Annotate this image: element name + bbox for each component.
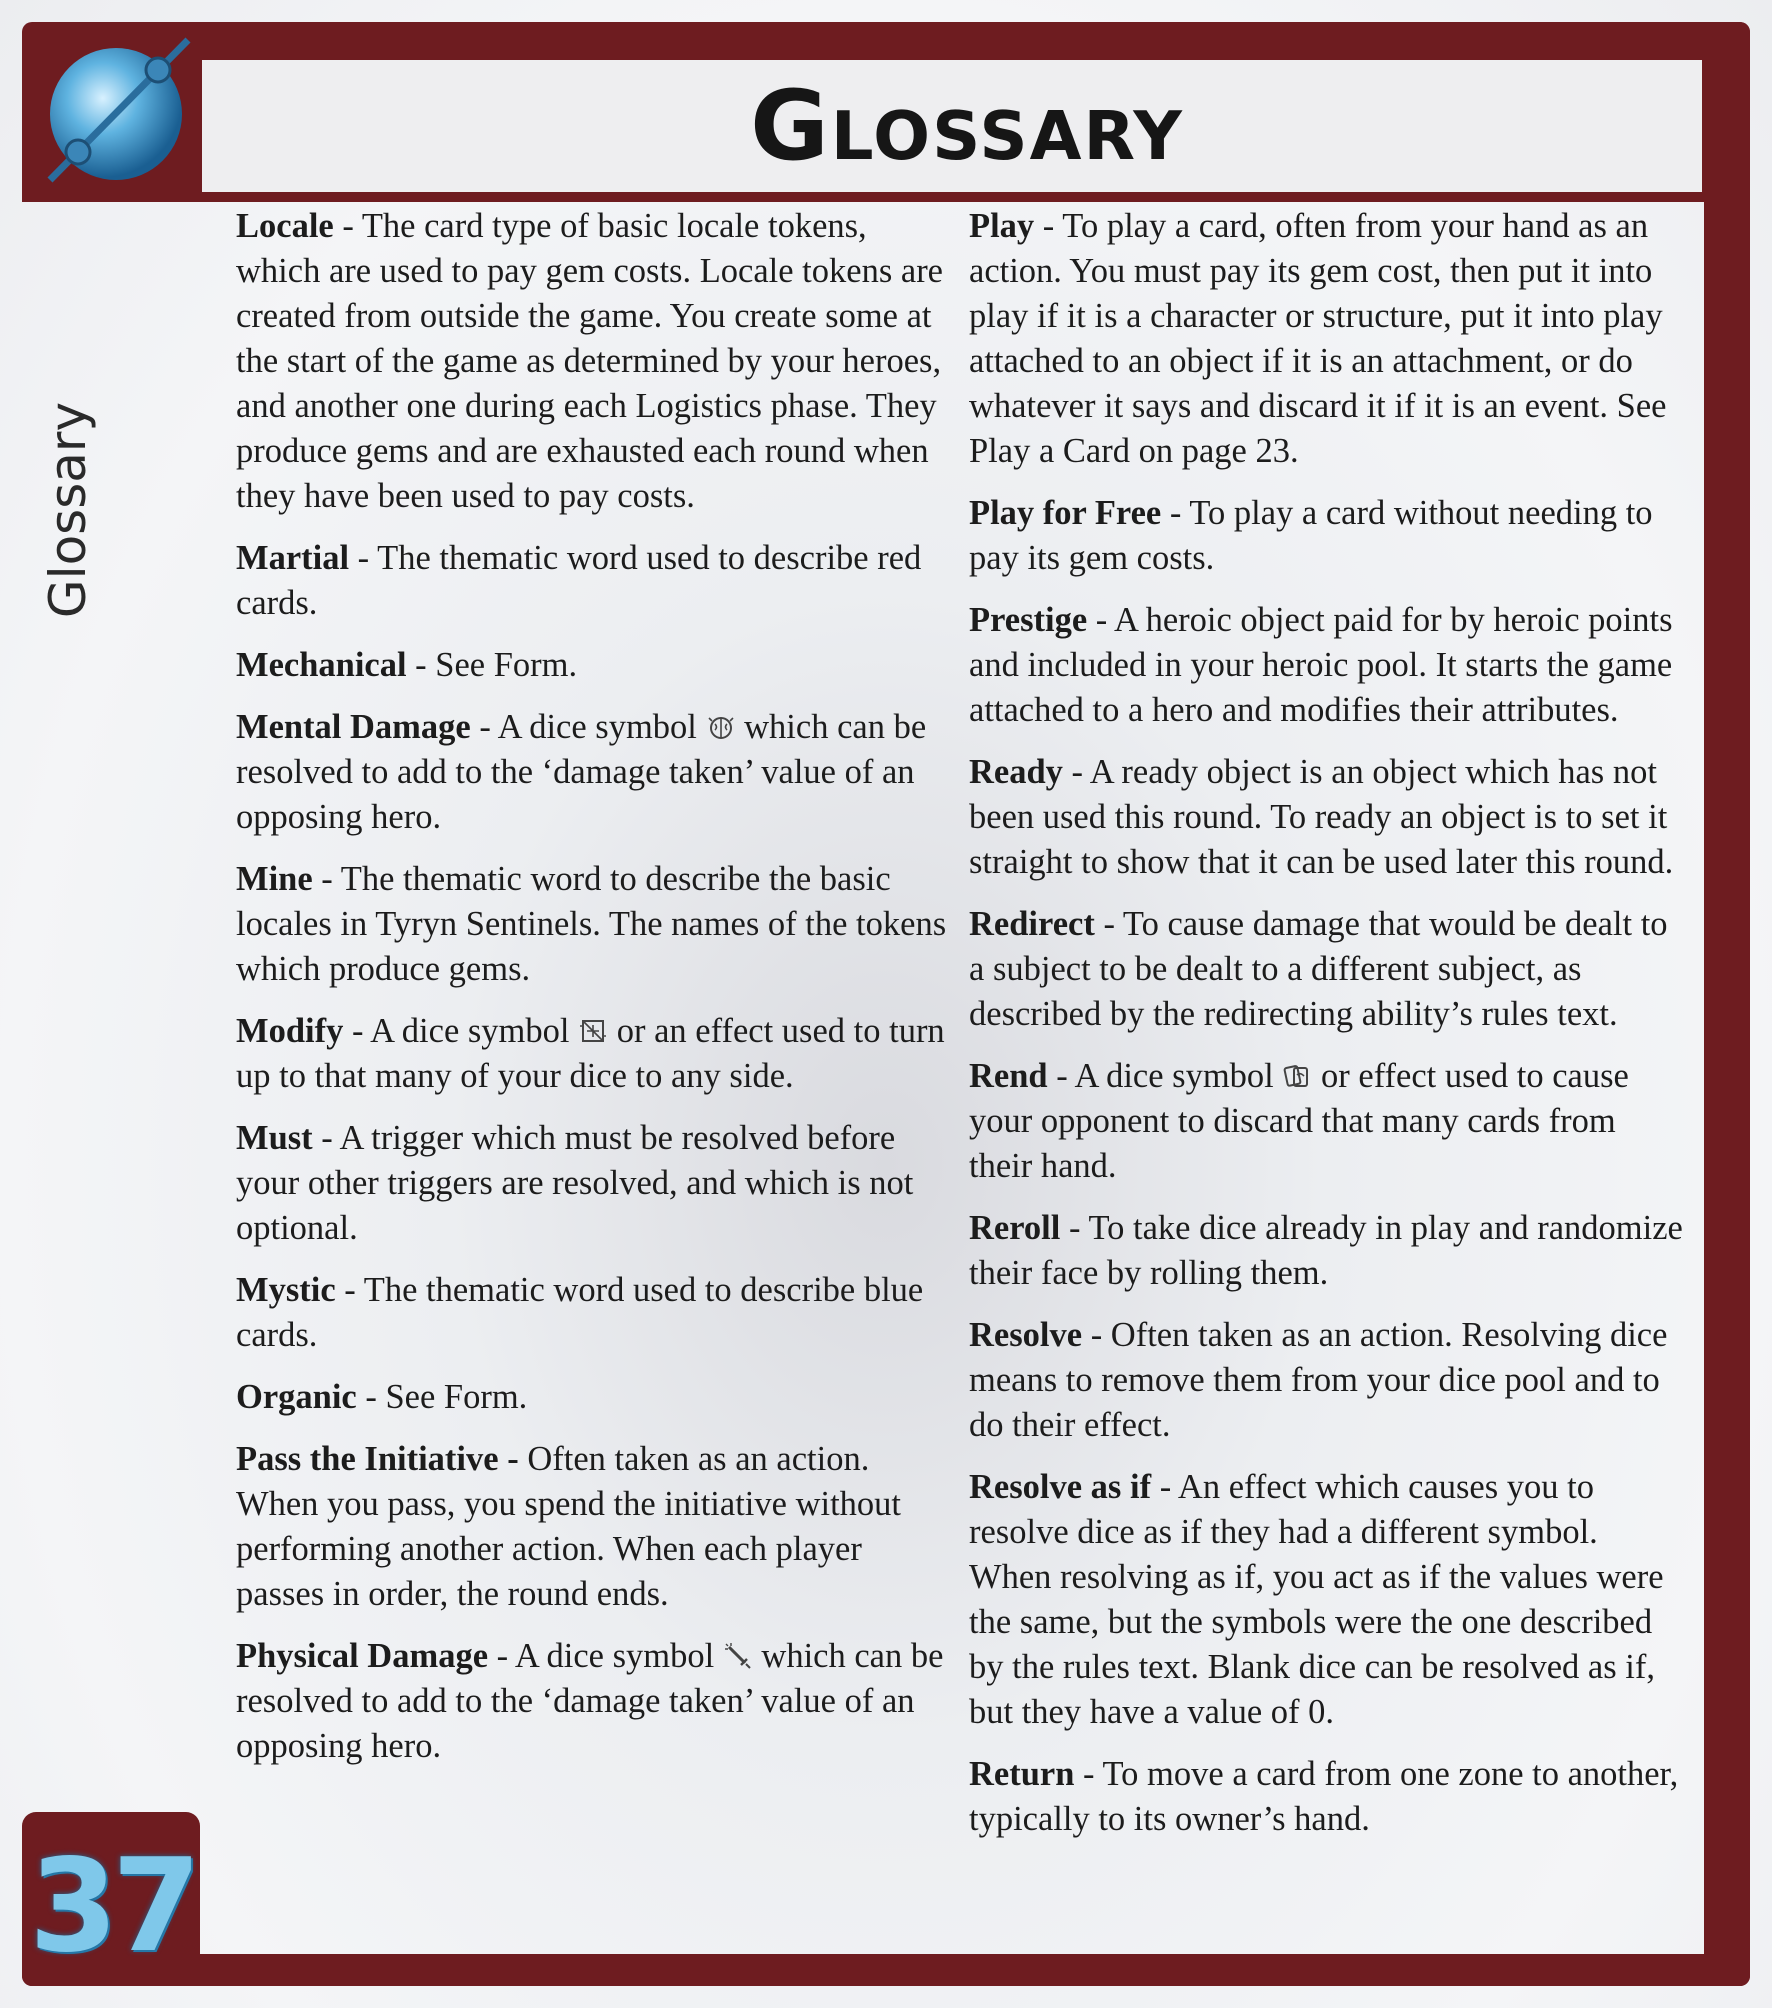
- entry-mystic: Mystic - The thematic word used to describe blue cards.: [236, 1271, 924, 1354]
- entry-pass-the-initiative: Pass the Initiative - Often taken as an action. When you pass, you spend the initiative without performing another action. When each player passes in order, the round ends.: [236, 1440, 901, 1613]
- entry-mine: Mine - The thematic word to describe the basic locales in Tyryn Sentinels. The names of the tokens which produce gems.: [236, 860, 947, 988]
- planet-orbit-logo: [38, 30, 198, 190]
- entry-prestige: Prestige - A heroic object paid for by heroic points and included in your heroic pool. It starts the game attached to a hero and modifies their attributes.: [969, 601, 1673, 729]
- right-frame: [1704, 22, 1750, 1986]
- entry-resolve-as-if: Resolve as if - An effect which causes you to resolve dice as if they had a different symbol. When resolving as if, you act as if the values were the same, but the symbols were the one described by the rules text. Blank dice can be resolved as if, but they have a value of 0.: [969, 1468, 1664, 1731]
- entry-physical-damage: Physical Damage - A dice symbol which can be resolved to add to the ‘damage taken’ value of an opposing hero.: [236, 1637, 944, 1765]
- page-number: 37: [28, 1831, 196, 1981]
- glossary-right-column: [969, 204, 1684, 1859]
- rend-cards-icon: [1282, 1061, 1312, 1091]
- entry-locale: Locale - The card type of basic locale tokens, which are used to pay gem costs. Locale tokens are created from outside the game. You create some at the start of the game as determined by your heroes, and another one during each Logistics phase. They produce gems and are exhausted each round when they have been used to pay costs.: [236, 207, 943, 515]
- entry-reroll: Reroll - To take dice already in play and randomize their face by rolling them.: [969, 1209, 1683, 1292]
- entry-play-for-free: Play for Free - To play a card without needing to pay its gem costs.: [969, 494, 1653, 577]
- entry-resolve: Resolve - Often taken as an action. Resolving dice means to remove them from your dice pool and to do their effect.: [969, 1316, 1668, 1444]
- entry-organic: Organic - See Form.: [236, 1378, 528, 1416]
- sword-icon: [723, 1641, 753, 1671]
- glossary-left-column: [236, 204, 952, 1786]
- modify-die-icon: [578, 1016, 608, 1046]
- entry-play: Play - To play a card, often from your hand as an action. You must pay its gem cost, then put it into play if it is a character or structure, put it into play attached to an object if it is an attachment, or do whatever it says and discard it if it is an event. See Play a Card on page 23.: [969, 207, 1667, 470]
- title-bar: [202, 60, 1702, 192]
- entry-martial: Martial - The thematic word used to describe red cards.: [236, 539, 922, 622]
- entry-mechanical: Mechanical - See Form.: [236, 646, 578, 684]
- entry-modify: Modify - A dice symbol or an effect used to turn up to that many of your dice to any side.: [236, 1012, 945, 1095]
- entry-rend: Rend - A dice symbol or effect used to cause your opponent to discard that many cards from their hand.: [969, 1057, 1629, 1185]
- bottom-frame: [22, 1954, 1750, 1986]
- side-label: Glossary: [39, 401, 97, 619]
- entry-ready: Ready - A ready object is an object which has not been used this round. To ready an object is to set it straight to show that it can be used later this round.: [969, 753, 1674, 881]
- brain-icon: [706, 712, 736, 742]
- page-title: Glossary: [750, 70, 1184, 182]
- entry-return: Return - To move a card from one zone to another, typically to its owner’s hand.: [969, 1755, 1679, 1838]
- entry-redirect: Redirect - To cause damage that would be dealt to a subject to be dealt to a different subject, as described by the redirecting ability’s rules text.: [969, 905, 1668, 1033]
- entry-must: Must - A trigger which must be resolved before your other triggers are resolved, and which is not optional.: [236, 1119, 914, 1247]
- entry-mental-damage: Mental Damage - A dice symbol which can be resolved to add to the ‘damage taken’ value of an opposing hero.: [236, 708, 927, 836]
